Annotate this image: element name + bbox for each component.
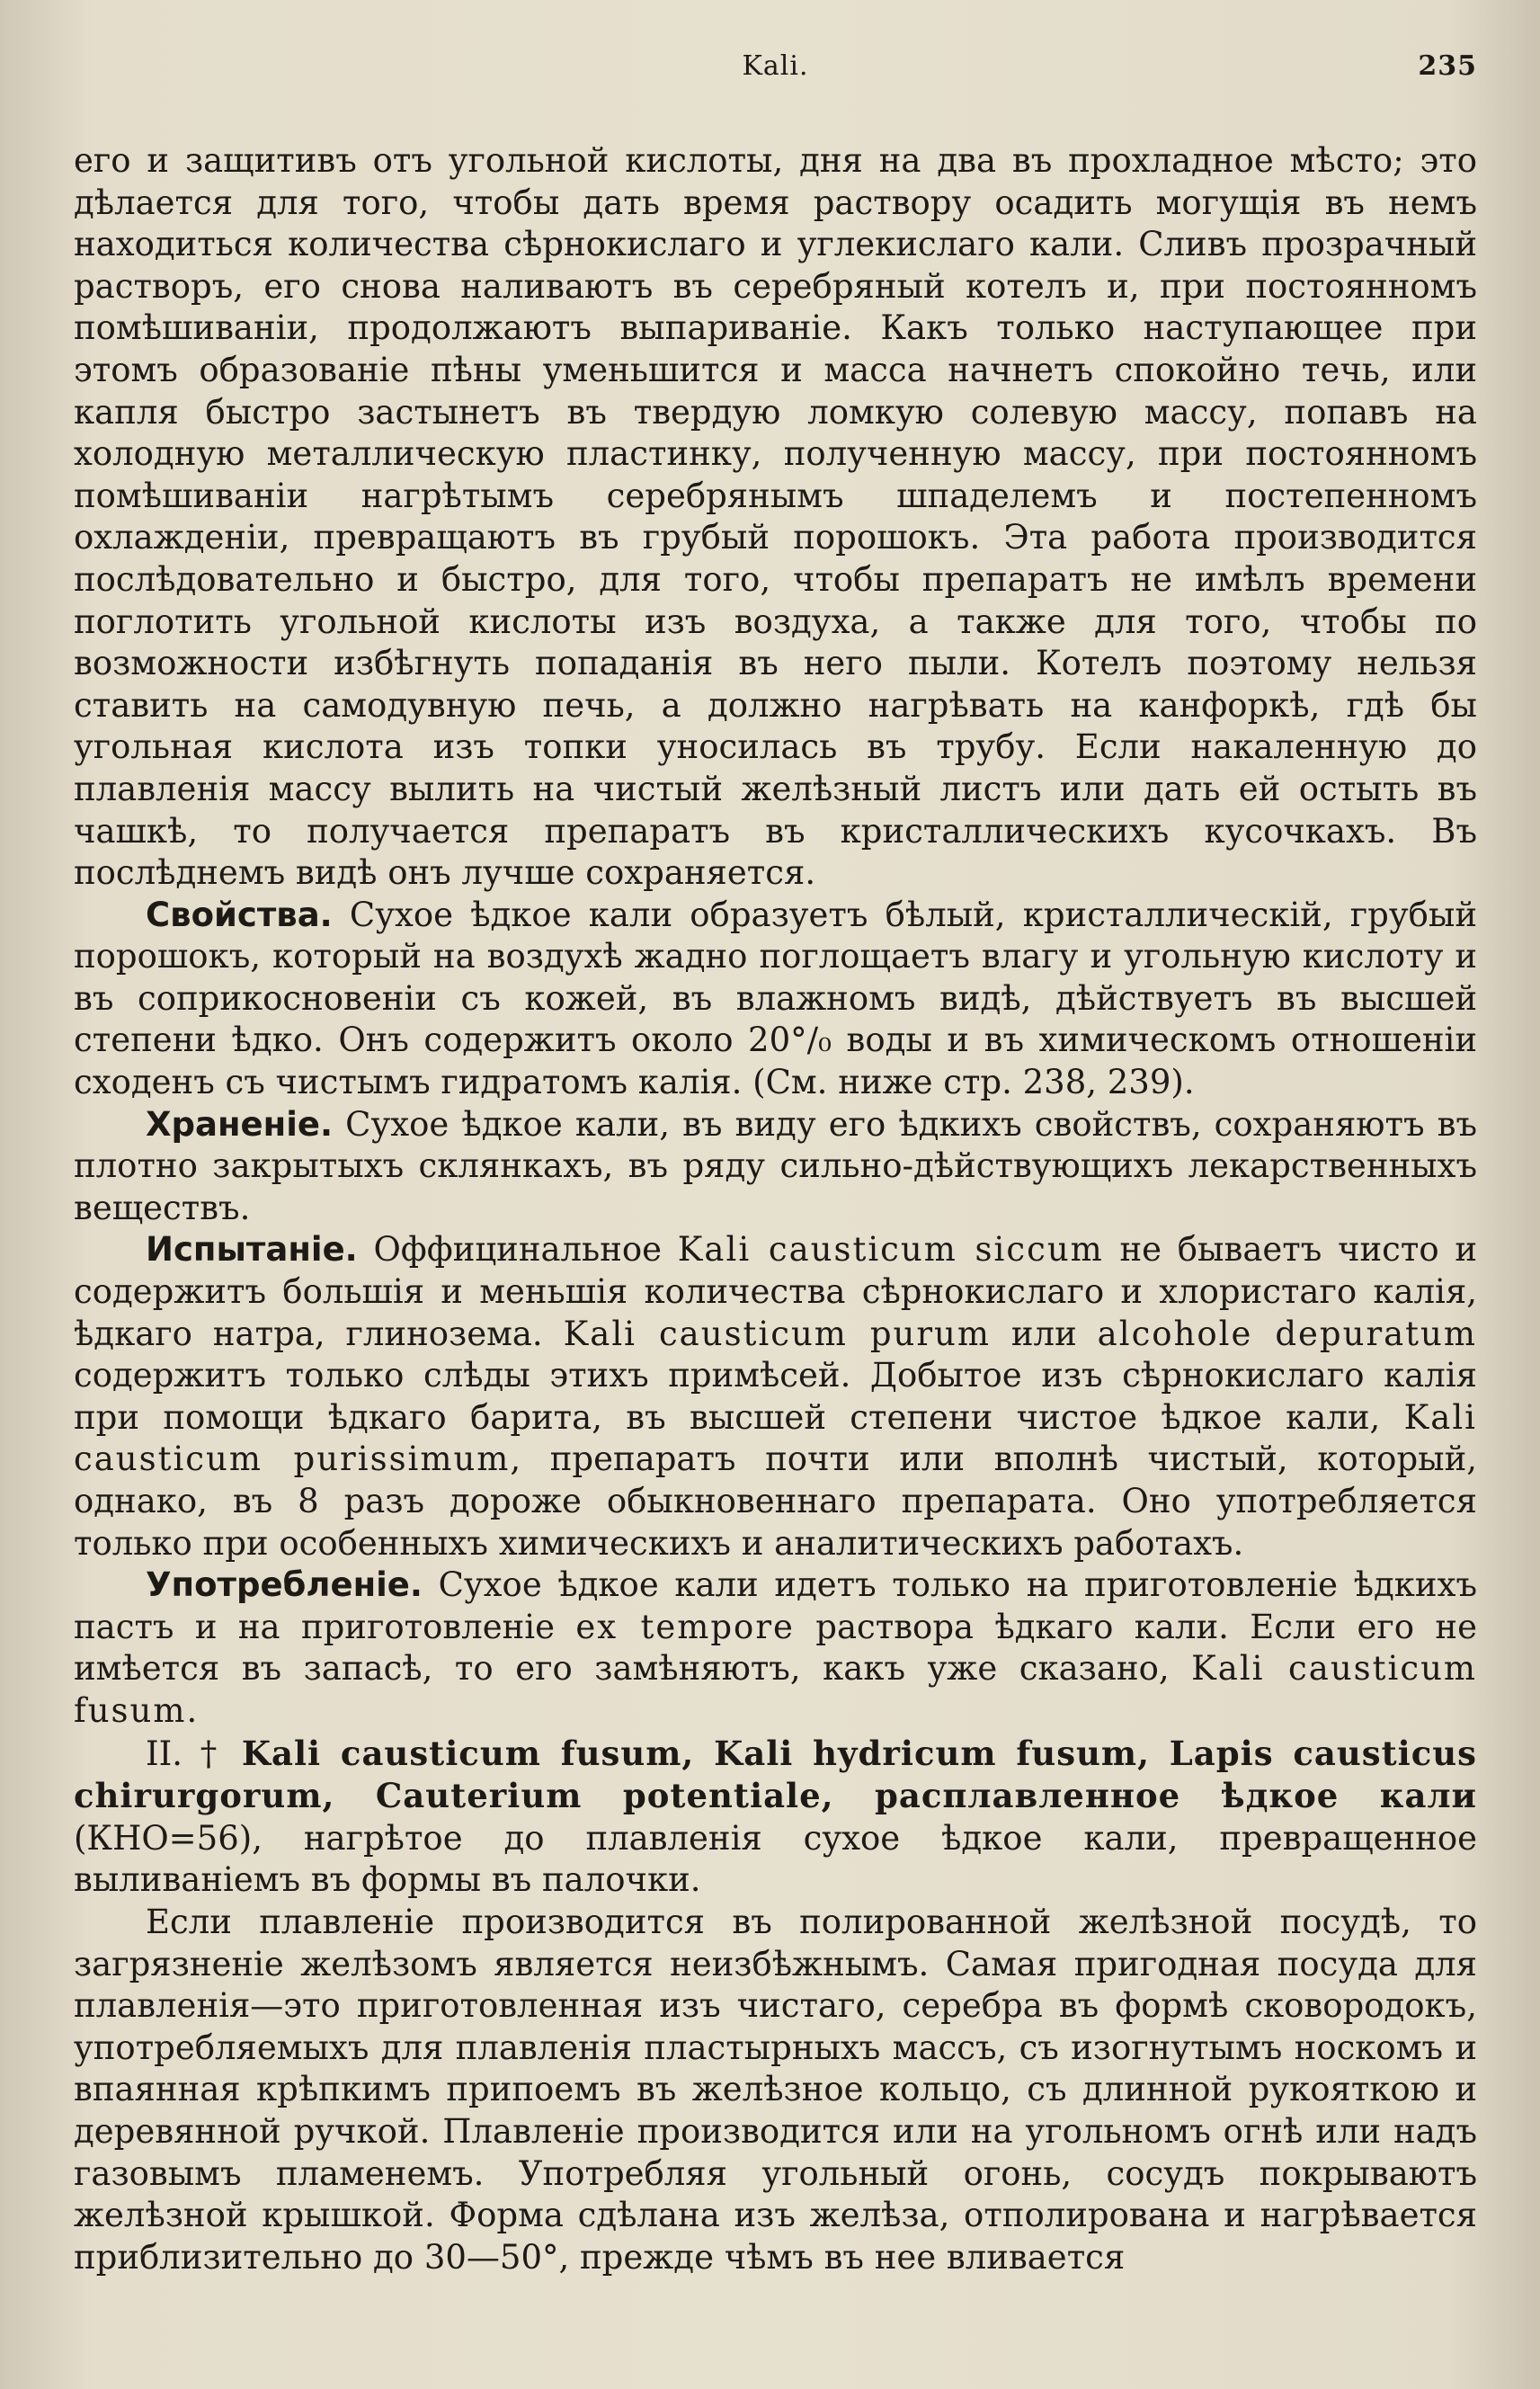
latin-term: alcohole depuratum	[1097, 1314, 1477, 1353]
section-heading-storage: Храненіе.	[146, 1104, 334, 1144]
storage-text: Сухое ѣдкое кали, въ виду его ѣдкихъ свойствъ, сохраняютъ въ плотно закрытыхъ склянкахъ, въ ряду сильно-дѣйствующихъ лекарственныхъ веществъ.	[74, 1104, 1477, 1227]
section-heading-testing: Испытаніе.	[146, 1230, 358, 1270]
properties-text-1: Сухое ѣдкое кали образуетъ бѣлый, кристаллическій, грубый порошокъ, который на воздухѣ жадно поглощаетъ влагу и угольную кислоту и въ соприкосновеніи съ кожей, въ влажномъ видѣ, дѣйствуетъ въ высшей степени ѣдко. Онъ содержитъ около 20	[74, 895, 1477, 1060]
paragraph-intro: его и защитивъ отъ угольной кислоты, дня на два въ прохладное мѣсто; это дѣлается для того, чтобы дать время раствору осадить могущія въ немъ находиться количества сѣрнокислаго и углекислаго кали. Сливъ прозрачный растворъ, его снова наливаютъ въ серебряный котелъ и, при постоянномъ помѣшиваніи, продолжаютъ выпариваніе. Какъ только наступающее при этомъ образованіе пѣны уменьшится и масса начнетъ спокойно течь, или капля быстро застынетъ въ твердую ломкую солевую массу, попавъ на холодную металлическую пластинку, полученную массу, при постоянномъ помѣшиваніи нагрѣтымъ серебрянымъ шпаделемъ и постепенномъ охлажденіи, превращаютъ въ грубый порошокъ. Эта работа производится послѣдовательно и быстро, для того, чтобы препаратъ не имѣлъ времени поглотить угольной кислоты изъ воздуха, а также для того, чтобы по возможности избѣгнуть попаданія въ него пыли. Котелъ поэтому нельзя ставить на самодувную печь, а должно нагрѣвать на канфоркѣ, гдѣ бы угольная кислота изъ топки уносилась въ трубу. Если накаленную до плавленія массу вылить на чистый желѣзный листъ или дать ей остыть въ чашкѣ, то получается препаратъ въ кристаллическихъ кусочкахъ. Въ послѣднемъ видѣ онъ лучше сохраняется.	[74, 141, 1477, 893]
page-body	[74, 140, 1477, 2278]
section-numeral: II. †	[146, 1734, 242, 1773]
properties-percent-sign: °/₀	[790, 1021, 832, 1060]
testing-text-1: Оффицинальное	[357, 1230, 678, 1270]
testing-text-3: или	[990, 1314, 1098, 1353]
paragraph-section-ii	[74, 1733, 1477, 1902]
usage-text-3: .	[186, 1690, 198, 1730]
latin-term: Kali causticum purum	[563, 1314, 991, 1353]
latin-term: Kali causticum fusum	[74, 1649, 1477, 1730]
latin-term: Kali causticum siccum	[677, 1230, 1104, 1270]
usage-text-1: Сухое ѣдкое кали идетъ только на приготовленіе ѣдкихъ пастъ и на приготовленіе	[74, 1565, 1477, 1646]
page-number: 235	[1418, 50, 1477, 82]
section-ii-formula: (КНО=56),	[74, 1818, 263, 1858]
testing-text-2: не бываетъ чисто и содержитъ большія и меньшія количества сѣрнокислаго и хлористаго калія, ѣдкаго натра, глинозема.	[74, 1230, 1477, 1353]
section-ii-text: нагрѣтое до плавленія сухое ѣдкое кали, превращенное выливаніемъ въ формы въ палочки.	[74, 1818, 1477, 1900]
running-title: Kali.	[742, 50, 809, 82]
section-heading-properties: Свойства.	[146, 895, 333, 934]
latin-term: Kali causticum purissimum	[74, 1397, 1477, 1479]
testing-text-4: содержитъ только слѣды этихъ примѣсей. Добытое изъ сѣрнокислаго калія при помощи ѣдкаго барита, въ высшей степени чистое ѣдкое кали,	[74, 1356, 1477, 1437]
properties-text-2: воды и въ химическомъ отношеніи сходенъ съ чистымъ гидратомъ калія. (См. ниже стр. 238, 239).	[74, 1021, 1477, 1102]
usage-text-2: раствора ѣдкаго кали. Если его не имѣется въ запасѣ, то его замѣняютъ, какъ уже сказано,	[74, 1607, 1477, 1689]
testing-text-5: , препаратъ почти или вполнѣ чистый, который, однако, въ 8 разъ дороже обыкновеннаго препарата. Оно употребляется только при особенныхъ химическихъ и аналитическихъ работахъ.	[74, 1440, 1477, 1563]
paragraph-properties	[74, 895, 1477, 1104]
running-header	[74, 47, 1477, 92]
paragraph-usage	[74, 1564, 1477, 1732]
paragraph-melting: Если плавленіе производится въ полированной желѣзной посудѣ, то загрязненіе желѣзомъ является неизбѣжнымъ. Самая пригодная посуда для плавленія—это приготовленная изъ чистаго, серебра въ формѣ сковородокъ, употребляемыхъ для плавленія пластырныхъ массъ, съ изогнутымъ носкомъ и впаянная крѣпкимъ припоемъ въ желѣзное кольцо, съ длинной рукояткою и деревянной ручкой. Плавленіе производится или на угольномъ огнѣ или надъ газовымъ пламенемъ. Употребляя угольный огонь, сосудъ покрываютъ желѣзной крышкой. Форма сдѣлана изъ желѣза, отполирована и нагрѣвается приблизительно до 30—50°, прежде чѣмъ въ нее вливается	[74, 1902, 1477, 2277]
paragraph-storage	[74, 1104, 1477, 1230]
paragraph-testing	[74, 1229, 1477, 1564]
section-ii-names: Kali causticum fusum, Kali hydricum fusum, Lapis causticus chirurgorum, Cauterium potentiale, расплавленное ѣдкое кали	[74, 1733, 1477, 1816]
section-heading-usage: Употребленіе.	[146, 1565, 423, 1605]
latin-term: ex tempore	[575, 1607, 795, 1646]
